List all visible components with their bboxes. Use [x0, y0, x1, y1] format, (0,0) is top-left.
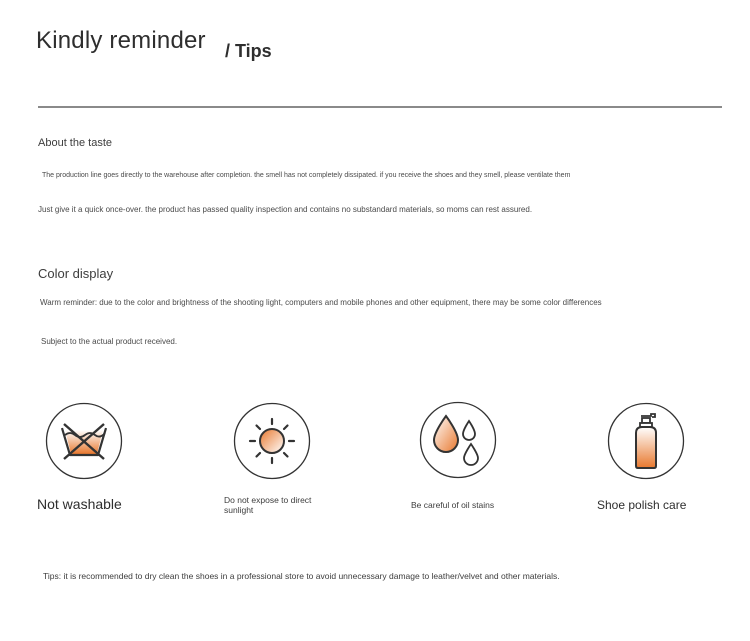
not-washable-label: Not washable [37, 496, 122, 512]
header-divider [38, 106, 722, 108]
actual-product-note: Subject to the actual product received. [41, 337, 178, 346]
color-display-heading: Color display [38, 266, 114, 281]
shoe-polish-label: Shoe polish care [597, 498, 687, 512]
polish-bottle-icon [607, 402, 685, 480]
warm-reminder-text: Warm reminder: due to the color and brightness of the shooting light, computers and mobile phones and other equipment, there may be some color differences [40, 298, 602, 307]
about-taste-heading: About the taste [38, 137, 112, 149]
about-taste-line-2: Just give it a quick once-over. the product has passed quality inspection and contains no substandard materials, so moms can rest assured. [38, 205, 533, 214]
footer-tips: Tips: it is recommended to dry clean the shoes in a professional store to avoid unnecessary damage to leather/velvet and other materials. [43, 571, 560, 581]
no-wash-icon [45, 402, 123, 480]
about-taste-line-1: The production line goes directly to the warehouse after completion. the smell has not completely dissipated. if you receive the shoes and they smell, please ventilate them [42, 172, 571, 179]
oil-stains-label: Be careful of oil stains [411, 500, 495, 510]
page-subtitle: / Tips [225, 41, 272, 61]
oil-drops-icon [419, 401, 497, 479]
sun-icon [233, 402, 311, 480]
no-sunlight-label: Do not expose to direct sunlight [224, 495, 312, 515]
page-title: Kindly reminder [36, 27, 206, 54]
